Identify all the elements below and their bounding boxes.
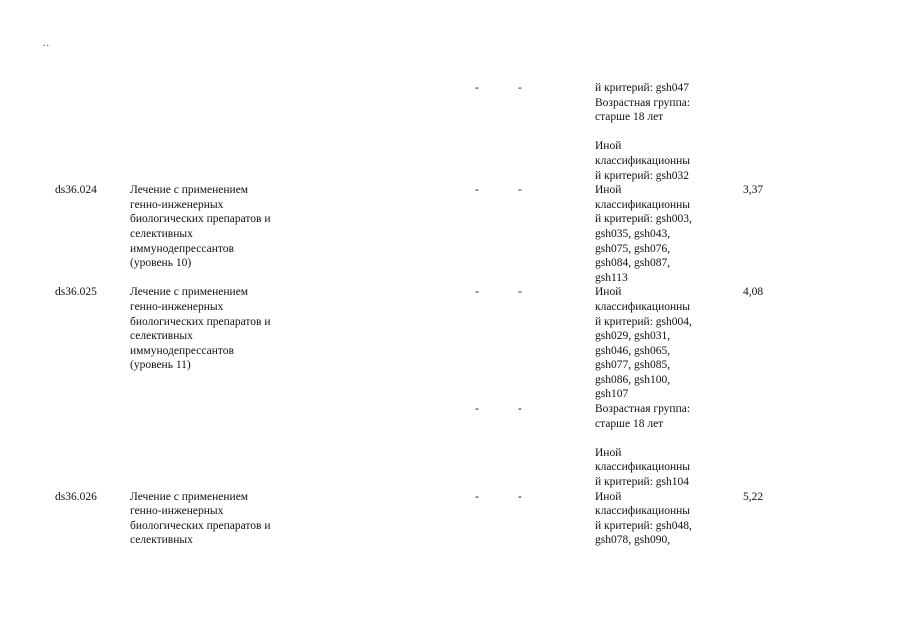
page-corner-mark: .. [43,38,50,49]
row-criteria-cell: Возрастная группа: старше 18 лет Иной классификационны й критерий: gsh032 [595,96,691,182]
table-row [55,285,845,402]
row-dash-cell-1: - [475,490,479,503]
row-code-cell: ds36.026 [55,490,97,503]
row-dash-cell-2: - [518,286,522,299]
row-criteria-cell: Возрастная группа: старше 18 лет Иной классификационны й критерий: gsh104 [595,403,691,489]
row-code-cell [55,81,130,96]
row-name-cell [130,81,330,96]
row-code-cell: ds36.025 [55,286,97,299]
row-criteria-cell: Иной классификационны й критерий: gsh004, gsh029, gsh031, gsh046, gsh065, gsh077, gsh085, gsh086, gsh100, gsh107 [595,286,692,401]
row-dash-cell-2: - [518,82,522,94]
row-code-cell [55,96,130,184]
row-criteria-cell: Иной классификационны й критерий: gsh003, gsh035, gsh043, gsh075, gsh076, gsh084, gsh087, gsh113 [595,184,692,284]
row-name-cell [130,96,330,184]
row-coefficient-cell: 5,22 [743,490,764,503]
table-row [55,490,845,548]
row-criteria-cell: й критерий: gsh047 [595,82,690,94]
row-dash-cell-1: - [475,184,479,197]
row-code-cell [55,402,130,490]
tariff-table [55,81,845,548]
row-criteria-cell: Иной классификационны й критерий: gsh048, gsh078, gsh090, [595,490,692,547]
row-coefficient-cell: 4,08 [743,286,764,299]
row-dash-cell-1: - [475,403,479,416]
row-dash-cell-2: - [518,184,522,197]
row-coefficient-cell [715,96,845,184]
row-name-cell: Лечение с применением генно-инженерных биологических препаратов и селективных иммунодепрессантов (уровень 11) [130,286,271,372]
row-code-cell: ds36.024 [55,184,97,197]
row-dash-cell-2: - [518,490,522,503]
row-dash-cell-1: - [475,82,479,94]
row-coefficient-cell [715,81,845,96]
table-row [55,81,845,96]
row-name-cell [130,402,330,490]
row-dash-cell-1 [330,96,455,184]
row-coefficient-cell [715,402,845,490]
row-dash-cell-1: - [475,286,479,299]
row-coefficient-cell: 3,37 [743,184,764,197]
table-row [55,402,845,490]
table-row [55,183,845,285]
row-name-cell: Лечение с применением генно-инженерных биологических препаратов и селективных [130,490,271,547]
row-dash-cell-2: - [518,403,522,416]
row-dash-cell-2 [455,96,595,184]
row-name-cell: Лечение с применением генно-инженерных биологических препаратов и селективных иммунодепрессантов (уровень 10) [130,184,271,270]
table-row [55,96,845,184]
